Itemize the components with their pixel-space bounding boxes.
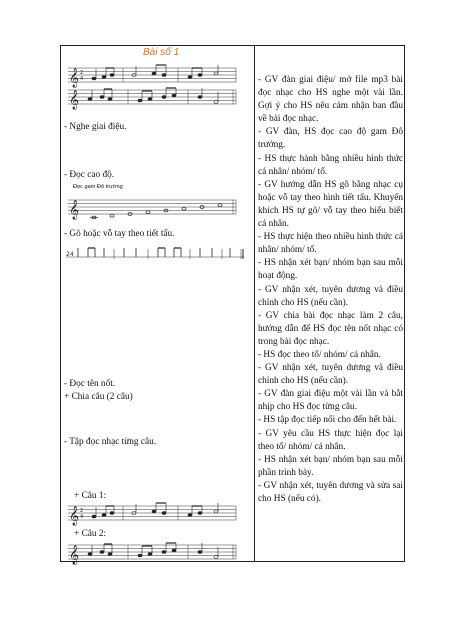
- paragraph: - HS tập đọc tiếp nối cho đến hết bài.: [258, 415, 397, 426]
- paragraph: - GV đàn, HS đọc cao độ gam Đô trưởng.: [258, 127, 403, 151]
- paragraph: - GV hướng dẫn HS gõ bằng nhạc cụ hoặc vỗ tay theo hình tiết tấu. Khuyến khích HS tự gõ/ vỗ tay theo hiểu biết cá nhân.: [258, 179, 403, 230]
- scale-caption: Đọc gam Đô trường: [73, 184, 123, 190]
- item-note-names: - Đọc tên nốt.: [64, 379, 116, 389]
- rhythm-line: [66, 243, 246, 261]
- item-pitch: - Đọc cao độ.: [64, 170, 115, 180]
- paragraph: - GV chia bài đọc nhạc làm 2 câu, hướng dẫn để HS đọc tên nốt nhạc có trong bài đọc nhạc.: [258, 310, 403, 347]
- paragraph: - GV đàn giai điệu một vài lần và bắt nhịp cho HS đọc từng câu.: [258, 389, 403, 413]
- svg-text:4: 4: [80, 76, 84, 82]
- sentence-2-staff: [68, 542, 238, 564]
- paragraph: - HS đọc theo tổ/ nhóm/ cá nhân.: [258, 349, 381, 360]
- paragraph: - GV nhận xét, tuyên dương và điều chỉnh cho HS (nếu cần).: [258, 363, 403, 387]
- svg-text:𝄞: 𝄞: [69, 200, 80, 220]
- left-column: [63, 45, 251, 565]
- svg-text:𝄞: 𝄞: [69, 506, 80, 526]
- column-divider: [254, 45, 255, 562]
- paragraph: - GV nhận xét, tuyên dương và sửa sai cho HS (nếu có).: [258, 480, 403, 504]
- svg-text:4: 4: [80, 514, 84, 520]
- scale-staff: [68, 197, 238, 219]
- right-column: [258, 74, 403, 506]
- svg-text:𝄞: 𝄞: [69, 545, 80, 565]
- sentence-1-staff: [68, 503, 238, 525]
- paragraph: - GV đàn giai điệu/ mở file mp3 bài đọc nhạc cho HS nghe một vài lần. Gợi ý cho HS nêu cảm nhận ban đầu về bài đọc nhạc.: [258, 75, 403, 125]
- item-sing-each-sentence: - Tập đọc nhạc từng câu.: [64, 437, 157, 447]
- svg-text:2: 2: [80, 508, 84, 514]
- item-rhythm: - Gõ hoặc vỗ tay theo tiết tấu.: [64, 229, 175, 239]
- paragraph: - HS nhận xét bạn/ nhóm bạn sau mỗi hoạt động.: [258, 258, 403, 282]
- sentence-2-label: + Câu 2:: [74, 529, 107, 539]
- exercise-title: Bài số 1: [143, 47, 180, 58]
- svg-text:𝄞: 𝄞: [69, 68, 80, 88]
- paragraph: - HS thực hành bằng nhiều hình thức cá nhân/ nhóm/ tổ.: [258, 153, 403, 177]
- item-listen: - Nghe giai điệu.: [64, 122, 127, 132]
- svg-text:𝄞: 𝄞: [69, 90, 80, 110]
- paragraph: - HS nhận xét bạn/ nhóm bạn sau mỗi phần trình bày.: [258, 454, 403, 478]
- paragraph: - HS thực hiện theo nhiều hình thức cá nhân/ nhóm/ tổ.: [258, 232, 403, 256]
- melody-staff-1: [68, 65, 238, 87]
- item-split-sentences: + Chia câu (2 câu): [64, 392, 133, 402]
- svg-text:24: 24: [66, 251, 74, 258]
- svg-text:2: 2: [80, 70, 84, 76]
- paragraph: - GV nhận xét, tuyên dương và điều chỉnh cho HS (nếu cần).: [258, 284, 403, 308]
- melody-staff-2: [68, 87, 238, 109]
- paragraph: - GV yêu cầu HS thực hiện đọc lại theo tổ/ nhóm/ cá nhân.: [258, 428, 403, 452]
- sentence-1-label: + Câu 1:: [74, 491, 107, 501]
